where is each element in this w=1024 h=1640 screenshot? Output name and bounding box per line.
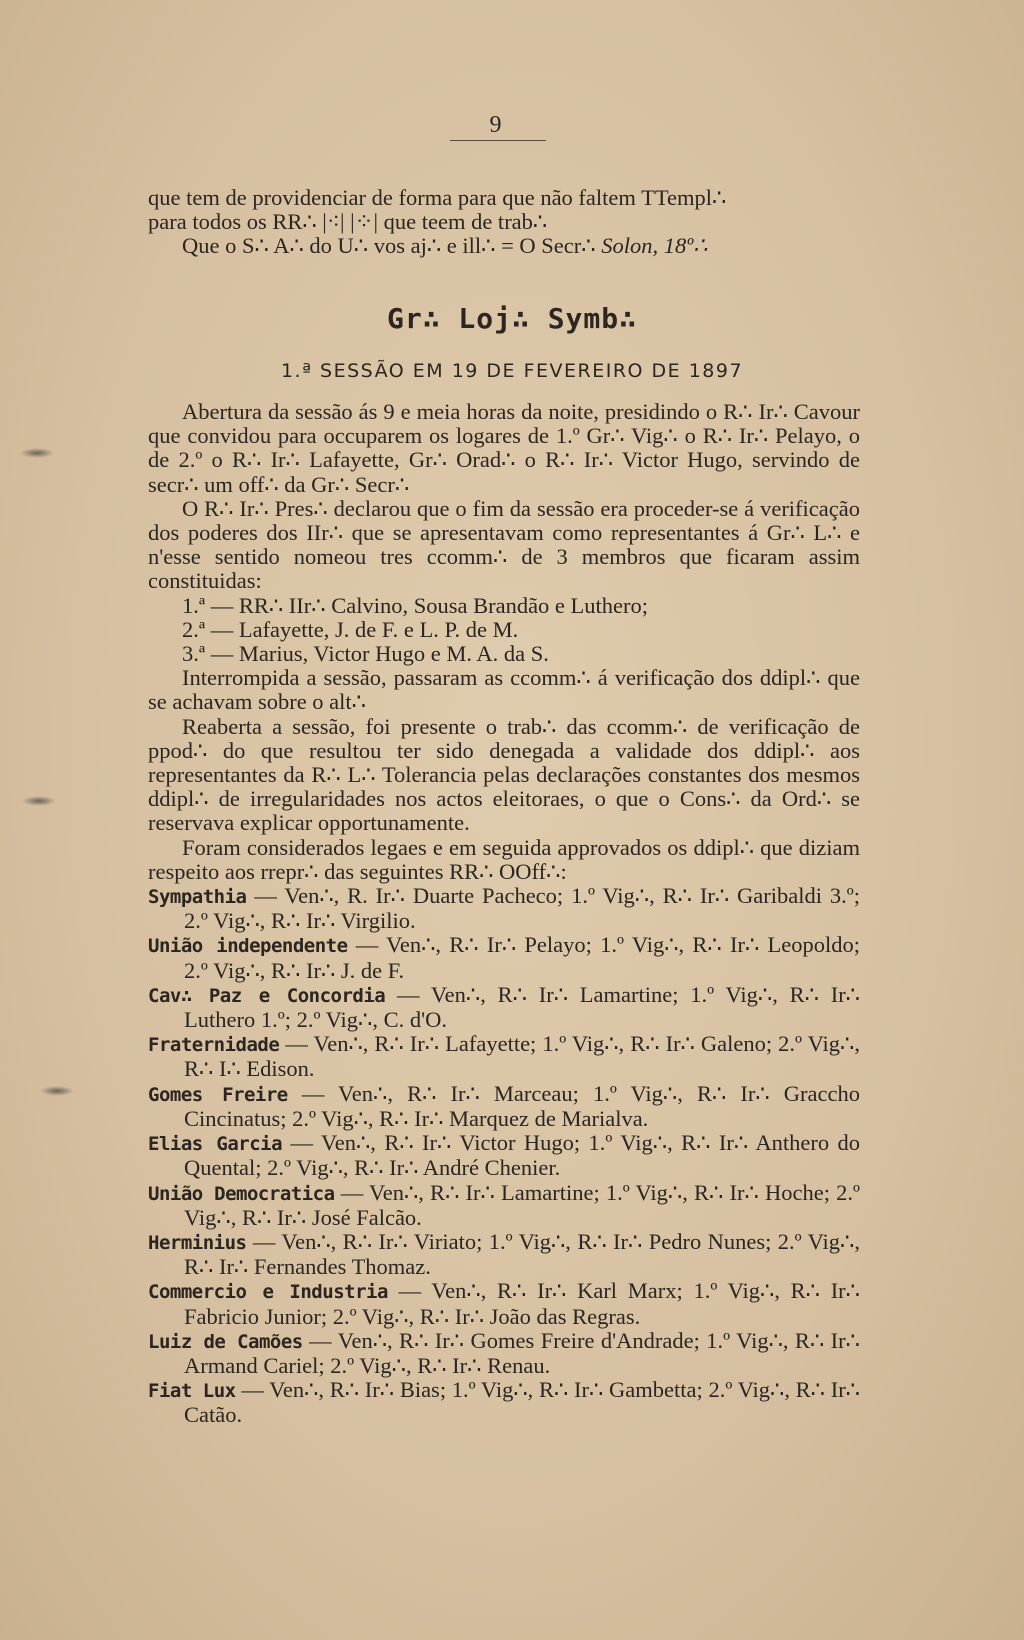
lodge-entry <box>148 1131 860 1180</box>
lodge-name: Gomes Freire <box>148 1083 288 1106</box>
lodge-officers: — Ven∴, R∴ Ir∴ Lamartine; 1.º Vig∴, R∴ Ir∴ Luthero 1.º; 2.º Vig∴, C. d'O. <box>184 981 861 1033</box>
lodge-officers: — Ven∴, R∴ Ir∴ Bias; 1.º Vig∴, R∴ Ir∴ Gambetta; 2.º Vig∴, R∴ Ir∴ Catão. <box>184 1377 860 1428</box>
lodge-entry <box>148 1230 860 1279</box>
lodge-officers: — Ven∴, R. Ir∴ Duarte Pacheco; 1.º Vig∴, R∴ Ir∴ Garibaldi 3.º; 2.º Vig∴, R∴ Ir∴ Virgilio. <box>184 883 860 934</box>
minutes-body <box>148 400 860 1428</box>
lodge-entry <box>148 1032 860 1081</box>
paragraph-reopened: Reaberta a sessão, foi presente o trab∴ das ccomm∴ de verificação de ppod∴ do que resultou ter sido denegada a validade dos ddipl∴ aos representantes da R∴ L∴ Tolerancia pelas declarações constantes dos mesmos ddipl∴ de irregularidades nos actos eleitoraes, o que o Cons∴ da Ord∴ se reservava explicar opportunamente. <box>148 713 860 836</box>
lodge-name: União Democratica <box>148 1182 335 1205</box>
paragraph-opening: Abertura da sessão ás 9 e meia horas da noite, presidindo o R∴ Ir∴ Cavour que convidou para occuparem os logares de 1.º Gr∴ Vig∴ o R∴ Ir∴ Pelayo, o de 2.º o R∴ Ir∴ Lafayette, Gr∴ Orad∴ o R∴ Ir∴ Victor Hugo, servindo de secr∴ um off∴ da Gr∴ Secr∴ <box>148 399 860 497</box>
intro-line-1: que tem de providenciar de forma para que não faltem TTempl∴ <box>148 185 727 210</box>
commission-item-2: 2.ª — Lafayette, J. de F. e L. P. de M. <box>182 616 519 642</box>
margin-ink-spot <box>20 448 54 458</box>
lodge-name: Luiz de Camões <box>148 1330 303 1353</box>
lodge-entry <box>148 884 860 933</box>
lodge-entry <box>148 1378 860 1427</box>
lodge-officers: — Ven∴, R∴ Ir∴ Marceau; 1.º Vig∴, R∴ Ir∴ Graccho Cincinatus; 2.º Vig∴, R∴ Ir∴ Marquez de Marialva. <box>184 1080 860 1131</box>
lodge-entry <box>148 983 860 1032</box>
lodge-entry <box>148 933 860 982</box>
lodge-name: União independente <box>148 935 348 958</box>
lodge-officers: — Ven∴, R∴ Ir∴ Lafayette; 1.º Vig∴, R∴ Ir∴ Galeno; 2.º Vig∴, R∴ I∴ Edison. <box>184 1031 860 1082</box>
paragraph-interrupted: Interrompida a sessão, passaram as ccomm∴ á verificação dos ddipl∴ que se achavam sobre o alt∴ <box>148 665 860 715</box>
lodge-officers: — Ven∴, R∴ Ir∴ Pelayo; 1.º Vig∴, R∴ Ir∴ Leopoldo; 2.º Vig∴, R∴ Ir∴ J. de F. <box>184 932 861 983</box>
lodge-officers: — Ven∴, R∴ Ir∴ Viriato; 1.º Vig∴, R∴ Ir∴ Pedro Nunes; 2.º Vig∴, R∴ Ir∴ Fernandes Thomaz. <box>184 1228 860 1280</box>
paragraph-approved: Foram considerados legaes e em seguida approvados os ddipl∴ que diziam respeito aos rrepr∴ das seguintes RR∴ OOff∴: <box>148 834 860 884</box>
margin-ink-spot <box>22 796 56 806</box>
lodge-entry <box>148 1082 860 1131</box>
lodge-officers: — Ven∴, R∴ Ir∴ Lamartine; 1.º Vig∴, R∴ Ir∴ Hoche; 2.º Vig∴, R∴ Ir∴ José Falcão. <box>184 1179 860 1230</box>
lodge-entry <box>148 1181 860 1230</box>
lodge-entry <box>148 1279 860 1328</box>
session-title: 1.ª SESSÃO EM 19 DE FEVEREIRO DE 1897 <box>280 360 744 382</box>
intro-block <box>148 186 860 259</box>
commission-item-1: 1.ª — RR∴ IIr∴ Calvino, Sousa Brandão e Luthero; <box>182 592 649 618</box>
lodge-name: Fiat Lux <box>148 1380 236 1403</box>
section-heading: Gr∴ Loj∴ Symb∴ <box>386 302 637 335</box>
lodge-name: Herminius <box>148 1231 247 1254</box>
lodge-name: Sympathia <box>148 886 247 909</box>
lodge-officers: — Ven∴, R∴ Ir∴ Victor Hugo; 1.º Vig∴, R∴ Ir∴ Anthero do Quental; 2.º Vig∴, R∴ Ir∴ André Chenier. <box>184 1130 860 1181</box>
page-number: 9 <box>489 112 503 138</box>
paragraph-president: O R∴ Ir∴ Pres∴ declarou que o fim da sessão era proceder-se á verificação dos poderes dos IIr∴ que se apresentavam como representantes á Gr∴ L∴ e n'esse sentido nomeou tres ccomm∴ de 3 membros que ficaram assim constituidas: <box>148 495 860 594</box>
intro-line-3-text: Que o S∴ A∴ do U∴ vos aj∴ e ill∴ = O Secr∴ <box>182 233 602 259</box>
margin-ink-spot <box>40 1086 74 1096</box>
lodge-entry <box>148 1329 860 1378</box>
intro-line-2: para todos os RR∴ |⁖| |⁘| que teem de trab∴ <box>148 209 548 235</box>
intro-line-3 <box>148 234 860 258</box>
lodge-name: Cav∴ Paz e Concordia <box>148 984 386 1007</box>
lodge-name: Commercio e Industria <box>148 1281 388 1304</box>
lodge-officers: — Ven∴, R∴ Ir∴ Gomes Freire d'Andrade; 1.º Vig∴, R∴ Ir∴ Armand Cariel; 2.º Vig∴, R∴ Ir∴ Renau. <box>184 1327 860 1378</box>
commission-item-3: 3.ª — Marius, Victor Hugo e M. A. da S. <box>182 641 549 667</box>
lodge-officers: — Ven∴, R∴ Ir∴ Karl Marx; 1.º Vig∴, R∴ Ir∴ Fabricio Junior; 2.º Vig∴, R∴ Ir∴ João das Regras. <box>184 1278 860 1329</box>
page-number-rule <box>450 140 546 141</box>
lodge-name: Elias Garcia <box>148 1133 283 1156</box>
intro-signature: Solon, 18º∴ <box>601 233 708 259</box>
lodge-name: Fraternidade <box>148 1034 280 1057</box>
